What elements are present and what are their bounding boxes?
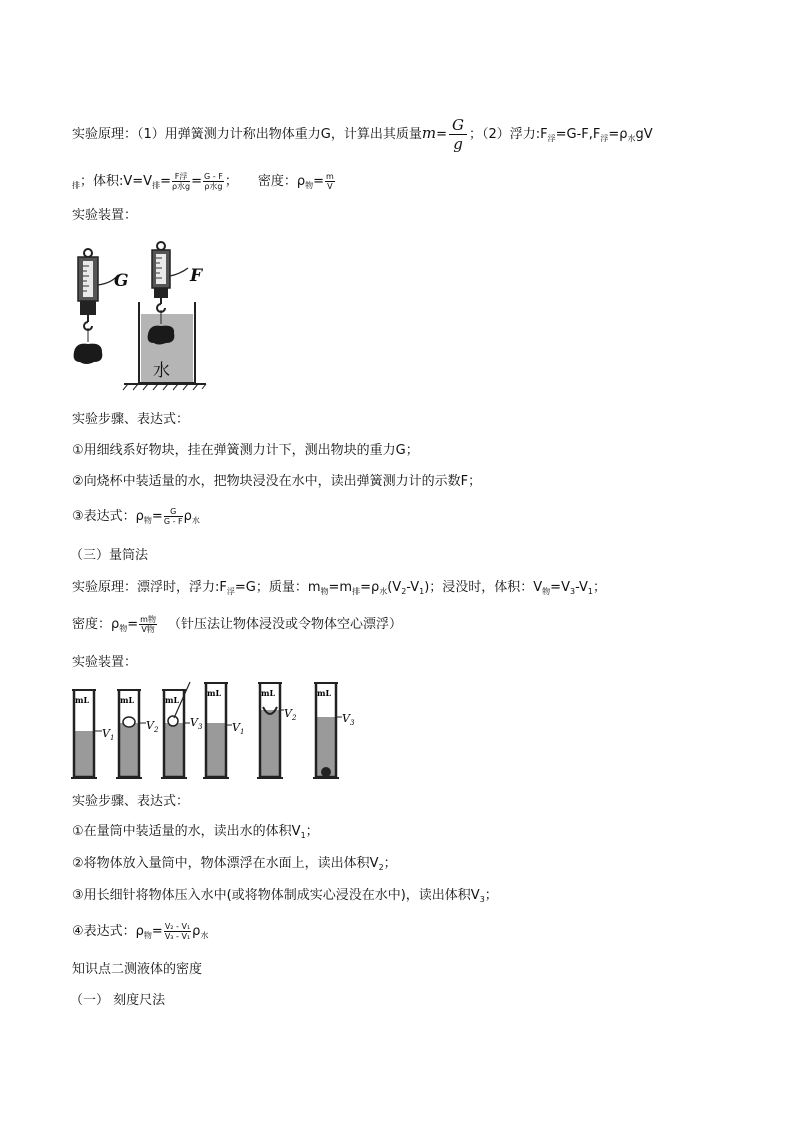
text: ；: [383, 856, 397, 871]
v1-label-2: $V_1$: [232, 721, 245, 736]
sub-2: 2: [378, 863, 384, 872]
principle-text: 实验原理：（1）用弹簧测力计称出物体重力G，计算出其质量: [72, 127, 422, 142]
sub-wu: 物: [320, 587, 329, 596]
step-3: [72, 507, 200, 528]
eq: =: [151, 509, 163, 524]
sub-shui: 水: [191, 516, 200, 525]
density-label: 密度：ρ: [257, 174, 306, 189]
sub-shui: 水: [627, 134, 636, 143]
expr-label: ③表达式：ρ: [72, 509, 144, 524]
sub-wu: 物: [542, 587, 551, 596]
frac-den: V物: [141, 625, 155, 634]
text: ①在量筒中装适量的水，读出水的体积V: [72, 824, 301, 839]
sub-1: 1: [419, 587, 425, 596]
v1-label: $V_1$: [102, 727, 115, 742]
sub-3: 3: [569, 587, 576, 596]
section-heading-cylinder: （三）量筒法: [70, 548, 149, 563]
frac-den: V: [327, 182, 333, 191]
text: ③用长细针将物体压入水中(或将物体制成实心浸没在水中)，读出体积V: [72, 888, 480, 903]
text: ；: [305, 824, 319, 839]
sub-fu: 浮: [547, 134, 556, 143]
cyl-step-3: [72, 886, 498, 907]
text: =V: [550, 580, 570, 595]
frac-num: F浮: [172, 172, 190, 182]
frac-den: ρ水g: [171, 182, 191, 191]
steps-label-1: 实验步骤、表达式：: [72, 412, 190, 427]
eq: =: [191, 174, 203, 189]
label-water: 水: [153, 361, 170, 381]
frac-den: g: [453, 135, 463, 153]
expr-fraction: [164, 922, 191, 941]
ml-label: mL: [165, 695, 180, 705]
sub-fu: 浮: [226, 587, 235, 596]
frac-den: V₃ - V₁: [164, 932, 191, 941]
spring-scale-figure: [66, 238, 216, 398]
ml-label: mL: [75, 695, 90, 705]
apparatus-label: 实验装置：: [72, 208, 138, 223]
rho: ρ: [183, 509, 192, 524]
sub-pai-2: 排: [152, 181, 161, 190]
v3-label-2: $V_3$: [342, 712, 355, 727]
sub-wu: 物: [143, 516, 152, 525]
buoyancy-text-3: =ρ: [608, 127, 628, 142]
ml-label: mL: [317, 688, 332, 698]
step-2: ②向烧杯中装适量的水，把物块浸没在水中，读出弹簧测力计的示数F；: [72, 474, 482, 489]
label-F: F: [190, 266, 203, 286]
density-fraction: [325, 172, 335, 191]
expr-fraction: [164, 507, 183, 526]
frac-num: V₂ - V₁: [164, 922, 191, 931]
eq: =: [151, 924, 163, 939]
sub-wu: 物: [143, 931, 152, 940]
frac-num: m物: [140, 615, 156, 624]
cylinder-2: [116, 690, 159, 778]
buoyancy-text-2: =G-F,F: [555, 127, 601, 142]
principle-line-2: [72, 172, 336, 193]
text: 实验原理：漂浮时，浮力:F: [72, 580, 227, 595]
frac-num: G - F: [204, 172, 223, 181]
eq: =: [127, 617, 139, 632]
steps-label-2: 实验步骤、表达式：: [72, 794, 190, 809]
graduated-cylinders-figure: [70, 680, 370, 782]
cylinder-1: [71, 690, 114, 778]
label-G: G: [114, 271, 129, 291]
sub-shui: 水: [379, 587, 388, 596]
section-liquid-title: 知识点二测液体的密度: [72, 962, 203, 977]
cylinder-3: [161, 682, 203, 778]
text: (V: [387, 580, 402, 595]
ml-label: mL: [261, 688, 276, 698]
sub-shui: 水: [200, 931, 209, 940]
text: ②将物体放入量筒中，物体漂浮在水面上，读出体积V: [72, 856, 379, 871]
principle-line-1: [72, 116, 653, 153]
rho: ρ: [192, 924, 201, 939]
volume-fraction-1: [172, 172, 190, 191]
sub-fu-2: 浮: [600, 134, 609, 143]
cyl-step-2: [72, 854, 397, 875]
mass-var: m: [421, 124, 437, 142]
frac-den: ρ水g: [204, 182, 223, 191]
cylinder-5: [257, 683, 297, 778]
frac-num: m: [326, 172, 334, 181]
spring-scale-air: [74, 249, 118, 364]
step-1: ①用细线系好物块，挂在弹簧测力计下，测出物块的重力G；: [72, 443, 419, 458]
sub-1: 1: [300, 831, 306, 840]
text: ；: [592, 580, 606, 595]
mass-fraction: [449, 116, 467, 153]
section-liquid-sub: （一） 刻度尺法: [70, 993, 166, 1008]
eq: =: [313, 174, 324, 189]
ml-label: mL: [120, 695, 135, 705]
text: ；: [484, 888, 498, 903]
v2-label: $V_2$: [146, 719, 159, 734]
frac-num: G: [164, 507, 183, 517]
density-label: 密度：ρ: [72, 617, 120, 632]
sub-pai: 排: [72, 181, 80, 190]
text: -V: [406, 580, 420, 595]
expr-label: ④表达式：ρ: [72, 924, 144, 939]
cyl-step-4: [72, 922, 208, 943]
sub-wu: 物: [119, 624, 128, 633]
sub-wu: 物: [305, 181, 314, 190]
cylinder-6: [313, 683, 355, 778]
v2-label-2: $V_2$: [284, 707, 297, 722]
text: =m: [328, 580, 353, 595]
density-note: （针压法让物体浸没或令物体空心漂浮）: [167, 617, 402, 632]
sub-2: 2: [401, 587, 407, 596]
density-fraction: [139, 615, 157, 634]
sub-3: 3: [479, 895, 485, 904]
buoyancy-text: ；（2）浮力:F: [468, 127, 548, 142]
sub-pai: 排: [352, 587, 361, 596]
text: =G；质量：m: [234, 580, 321, 595]
ml-label: mL: [207, 688, 222, 698]
buoyancy-text-4: gV: [635, 127, 653, 142]
cyl-step-1: [72, 822, 319, 843]
semicolon: ；: [224, 174, 238, 189]
text: =ρ: [360, 580, 380, 595]
cylinder-4: [203, 683, 244, 778]
cylinder-density: [72, 615, 402, 636]
apparatus-label-2: 实验装置：: [72, 655, 138, 670]
volume-fraction-2: [203, 172, 224, 191]
v3-label: $V_3$: [190, 716, 203, 731]
text: -V: [575, 580, 588, 595]
volume-label: ；体积:V=V: [80, 174, 153, 189]
frac-den: G - F: [163, 517, 183, 526]
sub-1: 1: [587, 587, 593, 596]
eq: =: [436, 127, 447, 142]
frac-num: G: [449, 116, 467, 135]
cylinder-principle: [72, 578, 606, 599]
eq: =: [160, 174, 171, 189]
text: )；浸没时，体积：V: [424, 580, 543, 595]
